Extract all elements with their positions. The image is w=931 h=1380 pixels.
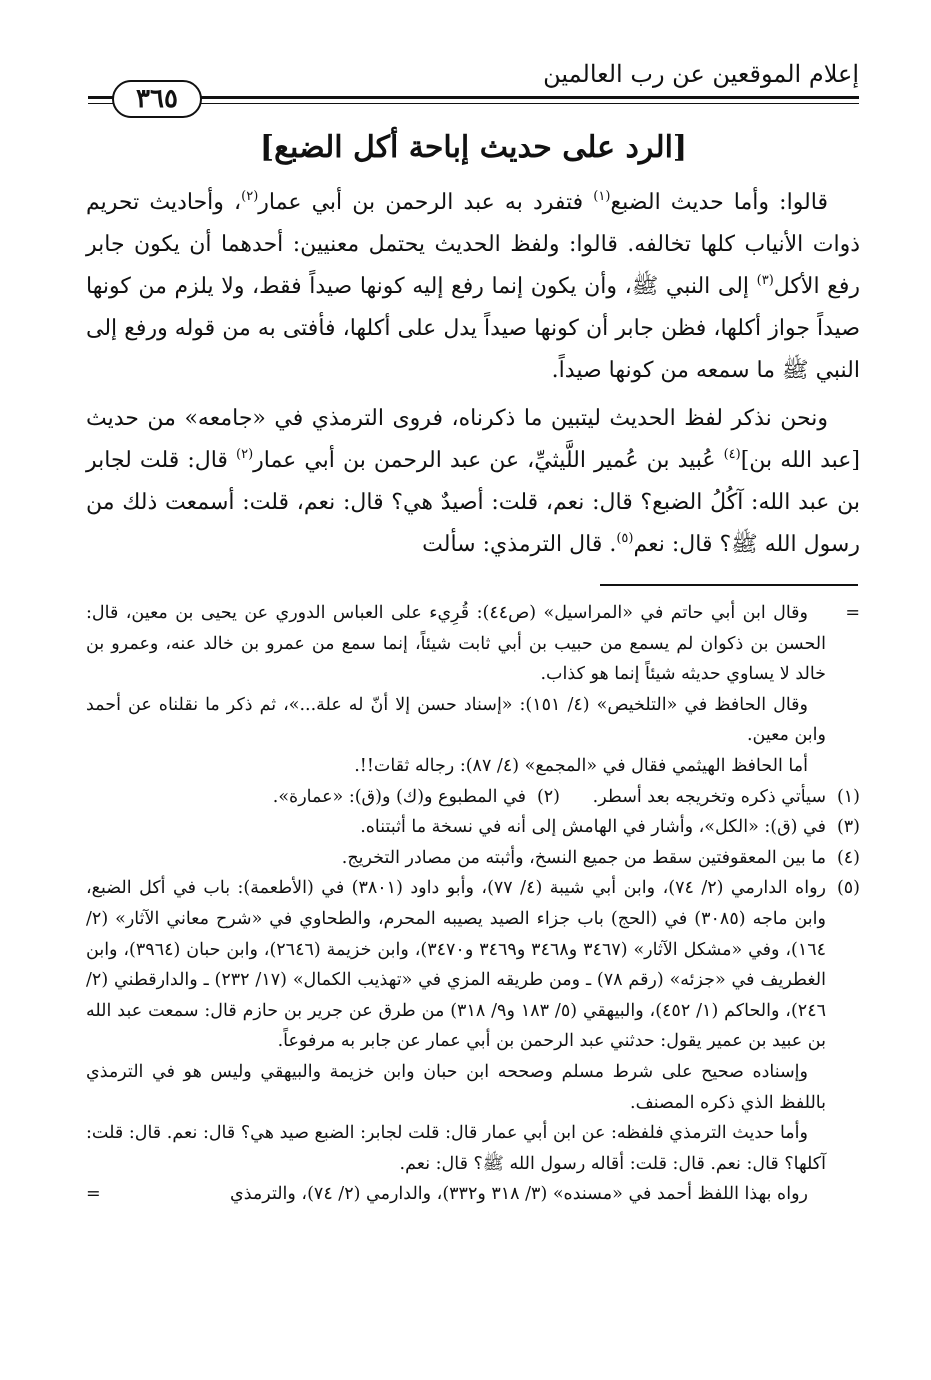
main-body	[86, 182, 860, 566]
footnote-ref-2: (٢)	[241, 189, 259, 204]
footnote-text: رواه بهذا اللفظ أحمد في «مسنده» (٣/ ٣١٨ و٣٣٢)، والدارمي (٢/ ٧٤)، والترمذي	[230, 1184, 808, 1205]
body-paragraph-1	[86, 182, 860, 392]
footnote-ref-5: (٥)	[616, 531, 634, 546]
footnote-text: ما بين المعقوفتين سقط من جميع النسخ، وأثبته من مصادر التخريج.	[341, 847, 826, 868]
footnote-continuation	[86, 598, 860, 690]
footnote-number: (٥)	[836, 878, 860, 899]
footnote-3	[86, 812, 860, 843]
footnote-ref-1: (١)	[593, 189, 611, 204]
footnote-row-1-2	[86, 782, 860, 813]
body-text: عُبيد بن عُمير اللَّيثيِّ، عن عبد الرحمن بن أبي عمار	[253, 448, 724, 473]
footnote-continuation-2: وقال الحافظ في «التلخيص» (٤/ ١٥١): «إسناد حسن إلا أنّ له علة...»، ثم ذكر ما نقلناه عن أحمد وابن معين.	[86, 694, 826, 746]
footnote-5-paragraph-4	[86, 1179, 860, 1210]
footnote-1	[560, 782, 860, 813]
footnote-5-paragraph-3: وأما حديث الترمذي فلفظه: عن ابن أبي عمار قال: قلت لجابر: الضبع صيد هي؟ قال: نعم. قال: قلت: آكلها؟ قال: نعم. قال: قلت: أقاله رسول الله ﷺ؟ قال: نعم.	[86, 1123, 826, 1174]
running-title: إعلام الموقعين عن رب العالمين	[543, 60, 859, 88]
body-text: إلى النبي ﷺ، وأن يكون إنما رفع إليه كونها صيداً فقط، ولا يلزم من كونها صيداً جواز أكلها، فظن جابر أن كونها صيداً يدل على أكلها، فأفتى به من قوله ورفع إلى النبي ﷺ ما سمعه من كونها صيداً.	[86, 274, 860, 383]
body-text: فتفرد به عبد الرحمن بن أبي عمار	[258, 190, 594, 215]
footnote-ref-2b: (٢)	[236, 447, 254, 462]
header-rule-thick	[88, 96, 859, 99]
footnote-text: سيأتي ذكره وتخريجه بعد أسطر.	[592, 786, 826, 807]
footnote-continuation-3: أما الحافظ الهيثمي فقال في «المجمع» (٤/ ٨٧): رجاله ثقات!!.	[354, 755, 808, 776]
footnote-text: في (ق): «الكل»، وأشار في الهامش إلى أنه في نسخة ما أثبتناه.	[360, 817, 826, 838]
body-text: ، وأحاديث تحريم ذوات الأنياب كلها تخالفه. قالوا: ولفظ الحديث يحتمل معنيين: أحدهما أن يكون جابر رفع الأكل	[86, 190, 860, 299]
body-text: . قال الترمذي: سألت	[422, 532, 617, 557]
continuation-marker: =	[845, 603, 860, 623]
footnote-separator	[600, 584, 858, 586]
continuation-marker-tail: =	[86, 1184, 101, 1205]
footnote-ref-4: (٤)	[723, 447, 741, 462]
header-rule-thin	[88, 103, 859, 104]
footnote-5	[86, 873, 860, 1057]
footnote-number: (٢)	[536, 786, 560, 807]
footnote-5-paragraph-2: وإسناده صحيح على شرط مسلم وصححه ابن حبان وابن خزيمة والبيهقي وليس هو في الترمذي باللفظ الذي ذكره المصنف.	[86, 1061, 826, 1113]
footnote-number: (٣)	[836, 817, 860, 838]
body-text: قالوا: وأما حديث الضبع	[610, 190, 828, 215]
footnote-text: وقال ابن أبي حاتم في «المراسيل» (ص٤٤): قُرِيء على العباس الدوري عن يحيى بن معين، قال: الحسن بن ذكوان لم يسمع من حبيب بن أبي ثابت شيئاً، إنما سمع من عمرو بن خالد عنه، وعمرو بن خالد لا يساوي حديثه شيئاً إنما هو كذاب.	[86, 603, 826, 685]
section-heading: [الرد على حديث إباحة أكل الضبع]	[259, 130, 688, 165]
body-paragraph-2	[86, 398, 860, 566]
page-number: ٣٦٥	[136, 84, 178, 114]
footnote-number: (١)	[836, 786, 860, 807]
page-number-badge	[112, 80, 202, 118]
footnote-number: (٤)	[836, 847, 860, 868]
body-text: قال: قلت لجابر بن عبد الله: آكُلُ الضبع؟ قال: نعم، قلت: أصيدٌ هي؟ قال: نعم، قلت: أسمعت ذلك من رسول الله ﷺ؟ قال: نعم	[86, 448, 860, 557]
footnote-ref-3: (٣)	[756, 273, 774, 288]
footnote-2	[273, 782, 560, 813]
footnote-text: رواه الدارمي (٢/ ٧٤)، وابن أبي شيبة (٤/ ٧٧)، وأبو داود (٣٨٠١) في (الأطعمة): باب في أكل الضبع، وابن ماجه (٣٠٨٥) في (الحج) باب جزاء الصيد يصيبه المحرم، والطحاوي في «شرح معاني الآثار» (٢/ ١٦٤)، وفي «مشكل الآثار» (٣٤٦٧ و٣٤٦٨ و٣٤٦٩ و٣٤٧٠)، وابن خزيمة (٢٦٤٦)، وابن حبان (٣٩٦٤)، وابن الغطريف في «جزئه» (رقم ٧٨) ـ ومن طريقه المزي في «تهذيب الكمال» (١٧/ ٢٣٢) ـ والدارقطني (٢/ ٢٤٦)، والحاكم (١/ ٤٥٢)، والبيهقي (٥/ ١٨٣ و٩/ ٣١٨) من طرق عن جرير بن حازم قال: سمعت عبد الله بن عبيد بن عمير يقول: حدثني عبد الرحمن بن أبي عمار عن جابر به مرفوعاً.	[86, 878, 827, 1052]
footnote-4	[86, 843, 860, 874]
body-text: ونحن نذكر لفظ الحديث ليتبين ما ذكرناه، فروى الترمذي في «جامعه» من حديث [عبد الله بن]	[86, 406, 861, 473]
footnotes	[86, 598, 860, 1210]
footnote-text: في المطبوع و(ك) و(ق): «عمارة».	[272, 786, 526, 807]
